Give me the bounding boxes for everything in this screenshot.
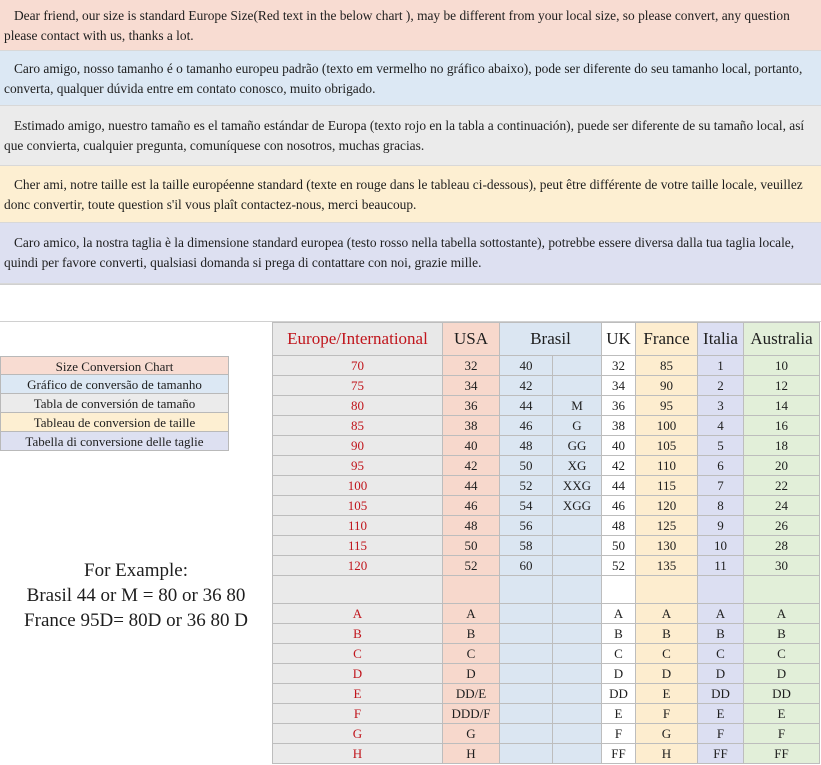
cell-uk: D (602, 664, 636, 684)
cell-brasil-number: 42 (500, 376, 553, 396)
cell-brasil-letter (553, 536, 602, 556)
band-size-row (273, 516, 820, 536)
cell-italia: 1 (698, 356, 744, 376)
cell-europe: C (273, 644, 443, 664)
cell-europe: 90 (273, 436, 443, 456)
cell-australia: FF (744, 744, 820, 764)
legend-english: Size Conversion Chart (0, 356, 229, 375)
cell-australia: 18 (744, 436, 820, 456)
cell-france: 130 (636, 536, 698, 556)
cell-europe: G (273, 724, 443, 744)
cell-italia: F (698, 724, 744, 744)
cell-brasil-number: 58 (500, 536, 553, 556)
cell-brasil-empty (553, 724, 602, 744)
cell-brasil-number: 60 (500, 556, 553, 576)
cup-size-row (273, 724, 820, 744)
cell-uk: B (602, 624, 636, 644)
cell-australia: 24 (744, 496, 820, 516)
cell-uk: 38 (602, 416, 636, 436)
cell-france: 120 (636, 496, 698, 516)
cell-europe: 80 (273, 396, 443, 416)
cell-brasil-number: 56 (500, 516, 553, 536)
cell-uk: 46 (602, 496, 636, 516)
size-conversion-table (272, 322, 820, 764)
cell-uk: 32 (602, 356, 636, 376)
message-french (0, 166, 821, 223)
cell-france: 100 (636, 416, 698, 436)
cell-brasil-empty (500, 624, 553, 644)
band-size-row (273, 476, 820, 496)
cell-brasil-letter: GG (553, 436, 602, 456)
cell-australia: E (744, 704, 820, 724)
band-size-row (273, 356, 820, 376)
header-usa: USA (443, 323, 500, 356)
cell-usa: C (443, 644, 500, 664)
band-size-row (273, 556, 820, 576)
cell-brasil-empty (500, 664, 553, 684)
cell-usa: 42 (443, 456, 500, 476)
cup-size-row (273, 704, 820, 724)
cell-uk: 34 (602, 376, 636, 396)
cell-france: 110 (636, 456, 698, 476)
cup-size-row (273, 604, 820, 624)
cell-europe: B (273, 624, 443, 644)
cell-usa: DD/E (443, 684, 500, 704)
cell-australia: 10 (744, 356, 820, 376)
cell-brasil-number: 48 (500, 436, 553, 456)
cell-europe: F (273, 704, 443, 724)
legend-portuguese: Gráfico de conversão de tamanho (0, 375, 229, 394)
cell-france: E (636, 684, 698, 704)
header-france: France (636, 323, 698, 356)
band-size-row (273, 496, 820, 516)
cell-uk: DD (602, 684, 636, 704)
cell-brasil-letter (553, 516, 602, 536)
message-text: Cher ami, notre taille est la taille européenne standard (texte en rouge dans le tableau ci-dessous), peut être différente de votre taille locale, veuillez donc convertir, toute question s'il vous plaît contactez-nous, merci beaucoup. (4, 177, 803, 212)
cell-brasil-letter: XGG (553, 496, 602, 516)
cell-italia: 5 (698, 436, 744, 456)
legend-french: Tableau de conversion de taille (0, 413, 229, 432)
cell-brasil-number: 52 (500, 476, 553, 496)
cell-italia: 9 (698, 516, 744, 536)
cell-brasil-number: 46 (500, 416, 553, 436)
message-text: Caro amico, la nostra taglia è la dimensione standard europea (testo rosso nella tabella sottostante), potrebbe essere diversa dalla tua taglia locale, quindi per favore converti, qualsiasi domanda si prega di contattare con noi, grazie mille. (4, 235, 795, 270)
cell-uk: F (602, 724, 636, 744)
cell-brasil-letter: M (553, 396, 602, 416)
band-size-row (273, 376, 820, 396)
message-text: Estimado amigo, nuestro tamaño es el tamaño estándar de Europa (texto rojo en la tabla a continuación), puede ser diferente de su tamaño local, así que convierta, cualquier pregunta, comuníquese con nosotros, muchas gracias. (4, 118, 805, 153)
cell-usa: DDD/F (443, 704, 500, 724)
cell-uk: E (602, 704, 636, 724)
cell-usa: 34 (443, 376, 500, 396)
cell-italia: E (698, 704, 744, 724)
cell-australia: 16 (744, 416, 820, 436)
cell-europe: H (273, 744, 443, 764)
cell-usa: 36 (443, 396, 500, 416)
cell-europe: 115 (273, 536, 443, 556)
cell-brasil-empty (553, 624, 602, 644)
header-uk: UK (602, 323, 636, 356)
cell-france: 125 (636, 516, 698, 536)
cell-uk: 42 (602, 456, 636, 476)
cell-uk: FF (602, 744, 636, 764)
cell-usa: G (443, 724, 500, 744)
cell-brasil-number: 40 (500, 356, 553, 376)
cell-france: 85 (636, 356, 698, 376)
cell-brasil-empty (500, 684, 553, 704)
cell-france: B (636, 624, 698, 644)
cell-italia: C (698, 644, 744, 664)
cell-australia: 12 (744, 376, 820, 396)
cell-australia: 14 (744, 396, 820, 416)
cell-brasil-empty (500, 704, 553, 724)
example-france: France 95D= 80D or 36 80 D (24, 610, 248, 631)
cell-australia: F (744, 724, 820, 744)
cell-brasil-letter: G (553, 416, 602, 436)
cell-brasil-empty (553, 644, 602, 664)
header-brasil: Brasil (500, 323, 602, 356)
cup-size-row (273, 664, 820, 684)
cell-italia: D (698, 664, 744, 684)
cell-france: 115 (636, 476, 698, 496)
cell-italia: 11 (698, 556, 744, 576)
message-italian (0, 223, 821, 284)
cell-uk: 52 (602, 556, 636, 576)
cell-italia: FF (698, 744, 744, 764)
cell-europe: 100 (273, 476, 443, 496)
cell-usa: A (443, 604, 500, 624)
cell-australia: 26 (744, 516, 820, 536)
cell-australia: D (744, 664, 820, 684)
cell-usa: 44 (443, 476, 500, 496)
cell-australia: 20 (744, 456, 820, 476)
header-europe: Europe/International (273, 323, 443, 356)
cell-europe: 105 (273, 496, 443, 516)
cell-italia: DD (698, 684, 744, 704)
cell-france: H (636, 744, 698, 764)
cell-brasil-letter: XG (553, 456, 602, 476)
cell-italia: B (698, 624, 744, 644)
cup-size-row (273, 684, 820, 704)
cell-usa: 50 (443, 536, 500, 556)
cell-uk: 44 (602, 476, 636, 496)
cell-brasil-letter (553, 556, 602, 576)
band-size-row (273, 416, 820, 436)
cell-italia: 3 (698, 396, 744, 416)
cell-france: 105 (636, 436, 698, 456)
band-size-row (273, 536, 820, 556)
cell-italia: A (698, 604, 744, 624)
cell-brasil-empty (553, 684, 602, 704)
cell-uk: A (602, 604, 636, 624)
message-portuguese (0, 51, 821, 106)
cup-size-row (273, 744, 820, 764)
cell-europe: A (273, 604, 443, 624)
cell-brasil-empty (500, 644, 553, 664)
header-italia: Italia (698, 323, 744, 356)
cell-brasil-number: 44 (500, 396, 553, 416)
cell-europe: 85 (273, 416, 443, 436)
message-spanish (0, 106, 821, 166)
cell-europe: D (273, 664, 443, 684)
cell-brasil-empty (553, 704, 602, 724)
cell-usa: H (443, 744, 500, 764)
legend-italian: Tabella di conversione delle taglie (0, 432, 229, 451)
cell-brasil-empty (553, 744, 602, 764)
legend-spanish: Tabla de conversión de tamaño (0, 394, 229, 413)
cell-brasil-empty (500, 724, 553, 744)
cell-australia: DD (744, 684, 820, 704)
cell-usa: 40 (443, 436, 500, 456)
cell-france: A (636, 604, 698, 624)
cell-italia: 6 (698, 456, 744, 476)
cell-brasil-letter (553, 356, 602, 376)
cell-brasil-number: 50 (500, 456, 553, 476)
message-text: Caro amigo, nosso tamanho é o tamanho europeu padrão (texto em vermelho no gráfico abaixo), pode ser diferente do seu tamanho local, portanto, converta, qualquer dúvida entre em contato conosco, muito obrigado. (4, 61, 803, 96)
cell-usa: 46 (443, 496, 500, 516)
message-english (0, 0, 821, 51)
example-block (0, 558, 272, 633)
cell-uk: 48 (602, 516, 636, 536)
cell-france: D (636, 664, 698, 684)
cell-europe: E (273, 684, 443, 704)
cell-italia: 8 (698, 496, 744, 516)
cell-usa: B (443, 624, 500, 644)
cell-brasil-empty (553, 664, 602, 684)
cell-brasil-empty (500, 604, 553, 624)
cell-usa: 38 (443, 416, 500, 436)
cell-france: C (636, 644, 698, 664)
cell-europe: 110 (273, 516, 443, 536)
cell-uk: C (602, 644, 636, 664)
cell-italia: 2 (698, 376, 744, 396)
band-size-row (273, 456, 820, 476)
cell-usa: 52 (443, 556, 500, 576)
cell-italia: 10 (698, 536, 744, 556)
cell-australia: 22 (744, 476, 820, 496)
cell-brasil-empty (553, 604, 602, 624)
spacer-row (0, 284, 821, 322)
cell-brasil-letter (553, 376, 602, 396)
cell-australia: 30 (744, 556, 820, 576)
example-title: For Example: (84, 560, 188, 581)
cell-europe: 95 (273, 456, 443, 476)
cell-italia: 4 (698, 416, 744, 436)
cell-brasil-number: 54 (500, 496, 553, 516)
cell-uk: 36 (602, 396, 636, 416)
cell-brasil-letter: XXG (553, 476, 602, 496)
cell-usa: 48 (443, 516, 500, 536)
cell-france: 90 (636, 376, 698, 396)
cup-size-row (273, 624, 820, 644)
cell-europe: 70 (273, 356, 443, 376)
cup-size-row (273, 644, 820, 664)
message-text: Dear friend, our size is standard Europe Size(Red text in the below chart ), may be different from your local size, so please convert, any question please contact with us, thanks a lot. (4, 8, 790, 43)
cell-france: F (636, 704, 698, 724)
band-size-row (273, 396, 820, 416)
cell-uk: 40 (602, 436, 636, 456)
cell-australia: C (744, 644, 820, 664)
header-row (273, 323, 820, 356)
cell-france: 95 (636, 396, 698, 416)
header-australia: Australia (744, 323, 820, 356)
cell-uk: 50 (602, 536, 636, 556)
cell-europe: 120 (273, 556, 443, 576)
cell-australia: B (744, 624, 820, 644)
cell-france: G (636, 724, 698, 744)
band-size-row (273, 436, 820, 456)
separator-row (273, 576, 820, 604)
cell-australia: A (744, 604, 820, 624)
cell-australia: 28 (744, 536, 820, 556)
cell-france: 135 (636, 556, 698, 576)
cell-brasil-empty (500, 744, 553, 764)
cell-usa: D (443, 664, 500, 684)
example-brasil: Brasil 44 or M = 80 or 36 80 (26, 585, 246, 606)
cell-europe: 75 (273, 376, 443, 396)
cell-usa: 32 (443, 356, 500, 376)
cell-italia: 7 (698, 476, 744, 496)
chart-title-legend (0, 356, 229, 451)
